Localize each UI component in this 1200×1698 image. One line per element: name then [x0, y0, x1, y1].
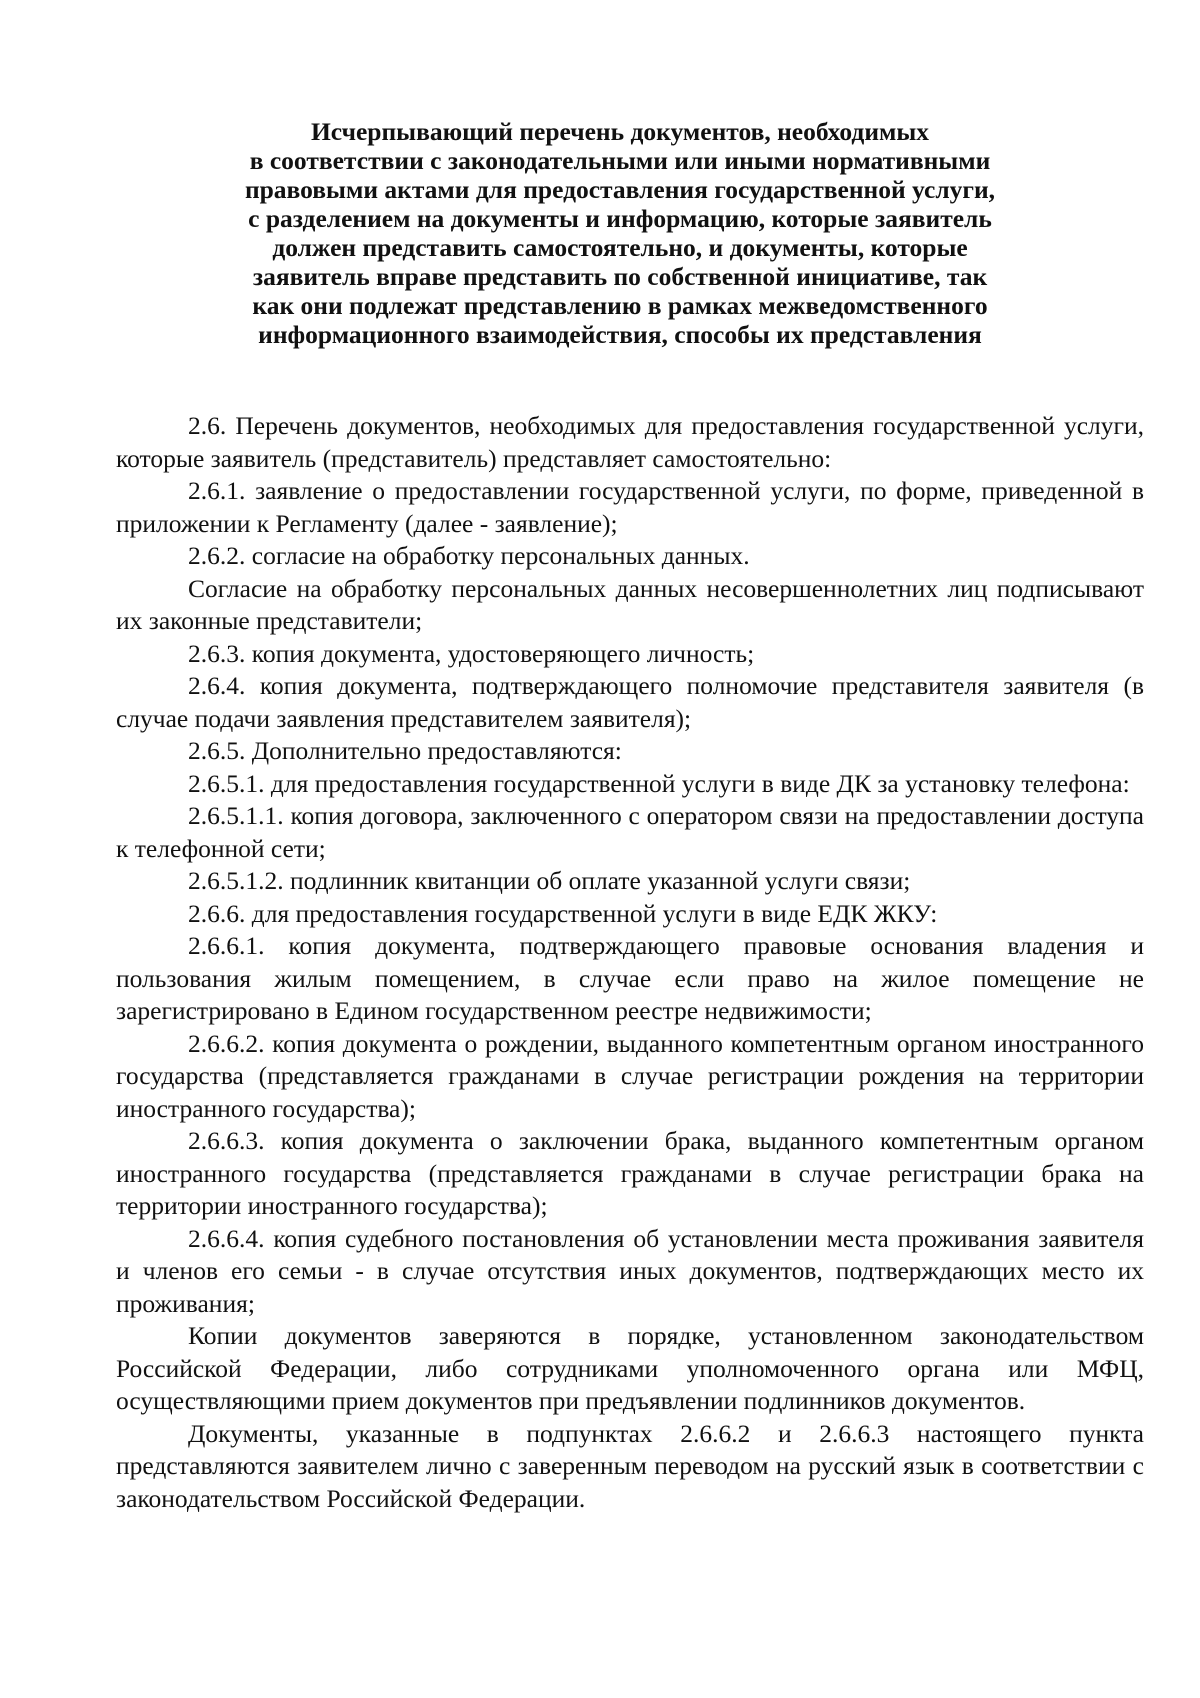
title-line: как они подлежат представлению в рамках межведомственного — [252, 291, 988, 320]
title-line: правовыми актами для предоставления государственной услуги, — [244, 175, 996, 204]
title-line: в соответствии с законодательными или иными нормативными — [249, 146, 991, 175]
paragraph-2-6-5: 2.6.5. Дополнительно предоставляются: — [188, 736, 622, 765]
paragraph-2-6-5-1: 2.6.5.1. для предоставления государственной услуги в виде ДК за установку телефона: — [188, 768, 1130, 798]
paragraph-2-6-5-1-1: 2.6.5.1.1. копия договора, заключенного с оператором связи на предоставлении доступа к телефонной сети; — [116, 801, 1144, 863]
paragraph-2-6: 2.6. Перечень документов, необходимых для предоставления государственной услуги, которые заявитель (представитель) представляет самостоятельно: — [116, 411, 1144, 473]
paragraph-2-6-1: 2.6.1. заявление о предоставлении государственной услуги, по форме, приведенной в приложении к Регламенту (далее - заявление); — [116, 476, 1144, 538]
title-line: должен представить самостоятельно, и документы, которые — [272, 233, 968, 262]
paragraph-2-6-3: 2.6.3. копия документа, удостоверяющего личность; — [188, 638, 755, 668]
paragraph-copies-certification: Копии документов заверяются в порядке, установленном законодательством Российской Федерации, либо сотрудниками уполномоченного органа или МФЦ, осуществляющими прием документов при предъявлении подлинников документов. — [116, 1321, 1144, 1415]
document-title — [205, 117, 1035, 349]
title-line: с разделением на документы и информацию, которые заявитель — [248, 204, 992, 233]
paragraph-2-6-4: 2.6.4. копия документа, подтверждающего полномочие представителя заявителя (в случае подачи заявления представителем заявителя); — [116, 671, 1144, 733]
paragraph-consent-minors: Согласие на обработку персональных данных несовершеннолетних лиц подписывают их законные представители; — [116, 573, 1144, 635]
title-line: заявитель вправе представить по собственной инициативе, так — [252, 262, 988, 291]
title-line: Исчерпывающий перечень документов, необходимых — [310, 117, 930, 146]
paragraph-2-6-5-1-2: 2.6.5.1.2. подлинник квитанции об оплате указанной услуги связи; — [188, 866, 911, 895]
document-body — [116, 410, 1144, 1515]
title-line: информационного взаимодействия, способы их представления — [258, 320, 982, 349]
paragraph-2-6-2: 2.6.2. согласие на обработку персональных данных. — [188, 541, 750, 570]
paragraph-2-6-6-2: 2.6.6.2. копия документа о рождении, выданного компетентным органом иностранного государства (представляется гражданами в случае регистрации рождения на территории иностранного государства); — [116, 1028, 1144, 1123]
paragraph-2-6-6: 2.6.6. для предоставления государственной услуги в виде ЕДК ЖКУ: — [188, 898, 938, 928]
paragraph-2-6-6-1: 2.6.6.1. копия документа, подтверждающего правовые основания владения и пользования жилым помещением, в случае если право на жилое помещение не зарегистрировано в Едином государственном реестре недвижимости; — [116, 931, 1144, 1025]
paragraph-translation: Документы, указанные в подпунктах 2.6.6.2 и 2.6.6.3 настоящего пункта представляются заявителем лично с заверенным переводом на русский язык в соответствии с законодательством Российской Федерации. — [116, 1418, 1144, 1513]
paragraph-2-6-6-4: 2.6.6.4. копия судебного постановления об установлении места проживания заявителя и членов его семьи - в случае отсутствия иных документов, подтверждающих место их проживания; — [116, 1223, 1144, 1318]
paragraph-2-6-6-3: 2.6.6.3. копия документа о заключении брака, выданного компетентным органом иностранного государства (представляется гражданами в случае регистрации брака на территории иностранного государства); — [116, 1126, 1144, 1220]
